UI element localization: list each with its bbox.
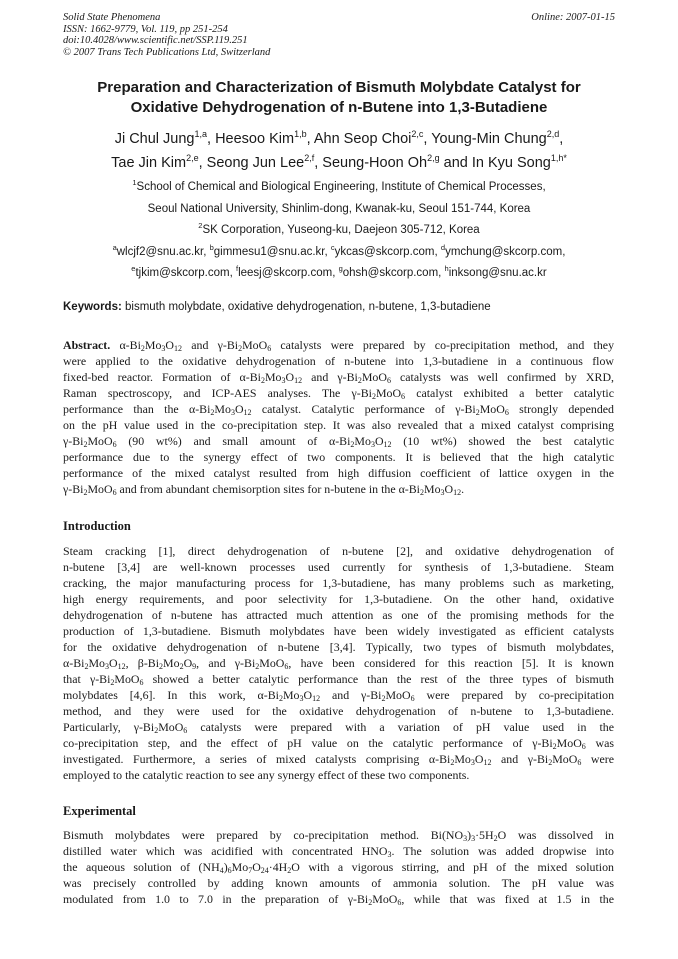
copyright-line: © 2007 Trans Tech Publications Ltd, Switzerland [63, 46, 271, 58]
author-sup: 2,d [546, 129, 560, 139]
title-line-1: Preparation and Characterization of Bismuth Molybdate Catalyst for [97, 79, 581, 96]
author-name: Young-Min Chung [431, 131, 547, 147]
email-sup: b [209, 242, 214, 252]
doi-line[interactable]: doi:10.4028/www.scientific.net/SSP.119.251 [63, 35, 248, 46]
text-line: performance of the mixed catalyst resulted from high diffusion coefficient of lattice oxygen in the [63, 466, 614, 480]
introduction-heading: Introduction [63, 519, 131, 533]
email-line-1: $^a$wlcjf2@snu.ac.kr, $^b$gimmesu1@snu.ac.kr, $^c$ykcas@skcorp.com, $^d$ymchung@skcorp.com, [112, 242, 566, 258]
keywords-label: Keywords: [63, 301, 122, 313]
email-sup: h [444, 264, 449, 273]
text-line: n-butene [3,4] are well-known processes used currently for synthesis of 1,3-butadiene. Steam [63, 560, 614, 574]
online-date: Online: 2007-01-15 [531, 12, 615, 23]
author-name: Tae Jin Kim [111, 155, 187, 171]
text-line: $\gamma-Bi_2MoO_6$ (90 wt%) and small amount of $\alpha-Bi_2Mo_3O_{12}$ (10 wt%) showed the best catalytic [63, 434, 614, 449]
email-sup: f [235, 264, 239, 273]
email-link[interactable]: gimmesu1@snu.ac.kr [213, 245, 325, 258]
text-line: production of 1,3-butadiene. Bismuth molybdates have been widely investigated as efficient catalysts [63, 624, 614, 638]
affiliation-sup: 1 [132, 178, 137, 187]
text-line: modulated from 1.0 to 7.0 in the preparation of $\gamma-Bi_2MoO_6$, while that was fixed at 1.5 in the [63, 892, 614, 907]
email-sup: d [440, 242, 446, 252]
journal-name: Solid State Phenomena [63, 12, 161, 23]
text-line: distilled water which was acidified with concentrated $HNO_3$. The solution was added dropwise into [63, 844, 615, 859]
author-name: Ji Chul Jung [114, 131, 195, 147]
text-line: $\alpha-Bi_2Mo_3O_{12}$, $\beta-Bi_2Mo_2O_9$, and $\gamma-Bi_2MoO_6$, have been considered for this reaction [5]. It is known [63, 656, 614, 671]
email-sup: a [112, 242, 117, 252]
introduction-body [63, 543, 614, 783]
affiliation-text: School of Chemical and Biological Engineering, Institute of Chemical Processes, [136, 181, 546, 193]
keywords [63, 300, 615, 314]
author-list [30, 127, 648, 175]
text-line: employed to the catalytic reaction to see any synergy effect of these two components. [63, 768, 470, 782]
author-name: Ahn Seop Choi [313, 131, 412, 147]
author-sup: 2,e [186, 153, 199, 163]
email-sup: e [131, 264, 136, 273]
author-name: Seung-Hoon Oh [322, 155, 428, 171]
text-line: was precisely controlled by adding known amounts of ammonia solution. The pH value was [63, 876, 614, 890]
email-link[interactable]: ykcas@skcorp.com [334, 245, 435, 258]
text-line: performance due to the synergy effect of two components. It is believed that the high catalytic [63, 450, 614, 464]
email-link[interactable]: inksong@snu.ac.kr [448, 267, 547, 279]
email-link[interactable]: ohsh@skcorp.com [342, 267, 439, 279]
affiliation-1-line-1 [30, 177, 648, 199]
text-line: co-precipitation step, and the effect of pH value on the catalytic performance of $\gamma-Bi_2MoO_6$ was [63, 736, 614, 751]
author-sup: 2,c [411, 129, 424, 139]
author-line-1: Ji Chul Jung$^{1,a}$, Heesoo Kim$^{1,b}$, Ahn Seop Choi$^{2,c}$, Young-Min Chung$^{2,d}$, [114, 129, 564, 147]
affiliation-sup: 2 [198, 221, 203, 230]
abstract [63, 337, 614, 497]
paper-title [40, 78, 638, 118]
email-link[interactable]: tjkim@skcorp.com [135, 267, 230, 279]
text-line: Abstract. $\alpha-Bi_2Mo_3O_{12}$ and $\gamma-Bi_2MoO_6$ catalysts were prepared by co-precipitation method, and they [63, 338, 615, 353]
affiliations [30, 177, 648, 285]
text-line: were applied to the oxidative dehydrogenation of n-butene into 1,3-butadiene in a continuous flow [63, 354, 614, 368]
text-line: cracking, the major manufacturing process for 1,3-butadiene, has many problems such as marketing, [63, 576, 614, 590]
keywords-text: bismuth molybdate, oxidative dehydrogenation, n-butene, 1,3-butadiene [125, 301, 491, 313]
text-line: Bismuth molybdates were prepared by co-precipitation method. $Bi(NO_3)_3\cdot 5H_2O$ was dissolved in [63, 828, 614, 843]
email-sup: c [330, 242, 335, 252]
text-line: dehydrogenation of n-butene has attracted much attention as one of the promising methods for the [63, 608, 614, 622]
text-line: Particularly, $\gamma-Bi_2MoO_6$ catalysts were prepared with a variation of pH value used in the [63, 720, 615, 735]
email-link[interactable]: wlcjf2@snu.ac.kr [116, 245, 204, 258]
email-line-2: $^e$tjkim@skcorp.com, $^f$leesj@skcorp.com, $^g$ohsh@skcorp.com, $^h$inksong@snu.ac.kr [131, 264, 547, 279]
text-line: Steam cracking [1], direct dehydrogenation of n-butene [2], and oxidative dehydrogenation of [63, 544, 614, 558]
text-line: for the oxidative dehydrogenation of n-butene [3,4]. Typically, two types of bismuth molybdates, [63, 640, 614, 654]
text-line: high energy requirements, and poor selectivity for 1,3-butadiene. On the other hand, oxidative [63, 592, 614, 606]
experimental-heading: Experimental [63, 804, 136, 818]
author-sup: 1,b [294, 129, 307, 139]
text-line: fixed-bed reactor. Formation of $\alpha-Bi_2Mo_3O_{12}$ and $\gamma-Bi_2MoO_6$ catalysts was well confirmed by XRD, [63, 370, 615, 385]
journal-header [63, 12, 615, 58]
text-line: investigated. Furthermore, a series of mixed catalysts comprising $\alpha-Bi_2Mo_3O_{12}$ and $\gamma-Bi_2MoO_6$ were [63, 752, 615, 767]
author-sup: 1,a [194, 129, 208, 139]
author-sup: 2,f [304, 153, 315, 163]
abstract-label: Abstract. [63, 338, 120, 352]
author-sup: 1,h* [550, 153, 567, 163]
experimental-body [63, 827, 614, 907]
author-name: Seong Jun Lee [206, 155, 305, 171]
author-name: Heesoo Kim [215, 131, 295, 147]
author-name: In Kyu Song [471, 155, 551, 171]
text-line: method, and they were used for the oxidative dehydrogenation of n-butene to 1,3-butadiene. [63, 704, 614, 718]
text-line: on the pH value used in the co-precipitation step. It was also revealed that a mixed catalyst comprising [63, 418, 614, 432]
affiliation-text: SK Corporation, Yuseong-ku, Daejeon 305-712, Korea [202, 224, 480, 236]
text-line: Raman spectroscopy, and ICP-AES analyses. The $\gamma-Bi_2MoO_6$ catalyst exhibited a better catalytic [63, 386, 614, 401]
issn-line: ISSN: 1662-9779, Vol. 119, pp 251-254 [63, 23, 228, 35]
text-line: performance than the $\alpha-Bi_2Mo_3O_{12}$ catalyst. Catalytic performance of $\gamma-Bi_2MoO_6$ strongly depended [63, 402, 614, 417]
affiliation-1-line-2: Seoul National University, Shinlim-dong, Kwanak-ku, Seoul 151-744, Korea [147, 202, 531, 215]
title-line-2: Oxidative Dehydrogenation of n-Butene into 1,3-Butadiene [130, 99, 548, 116]
text-line: that $\gamma-Bi_2MoO_6$ showed a better catalytic performance than the rest of the three types of bismuth [63, 672, 614, 687]
author-line-2: Tae Jin Kim$^{2,e}$, Seong Jun Lee$^{2,f}$, Seung-Hoon Oh$^{2,g}$ and In Kyu Song$^{1,h*}$ [111, 153, 567, 171]
email-link[interactable]: ymchung@skcorp.com [445, 245, 563, 258]
text-line: $\gamma-Bi_2MoO_6$ and from abundant chemisorption sites for n-butene in the $\alpha-Bi_2Mo_3O_{12}$. [63, 482, 465, 497]
author-sup: 2,g [427, 153, 440, 163]
text-line: the aqueous solution of $(NH_4)_6Mo_7O_{24}\cdot 4H_2O$ with a vigorous stirring, and pH of the mixed solution [63, 860, 614, 875]
email-sup: g [338, 264, 343, 273]
email-link[interactable]: leesj@skcorp.com [238, 267, 333, 279]
affiliation-2 [30, 220, 648, 242]
text-line: molybdates [4,6]. In this work, $\alpha-Bi_2Mo_3O_{12}$ and $\gamma-Bi_2MoO_6$ were prepared by co-precipitation [63, 688, 615, 703]
